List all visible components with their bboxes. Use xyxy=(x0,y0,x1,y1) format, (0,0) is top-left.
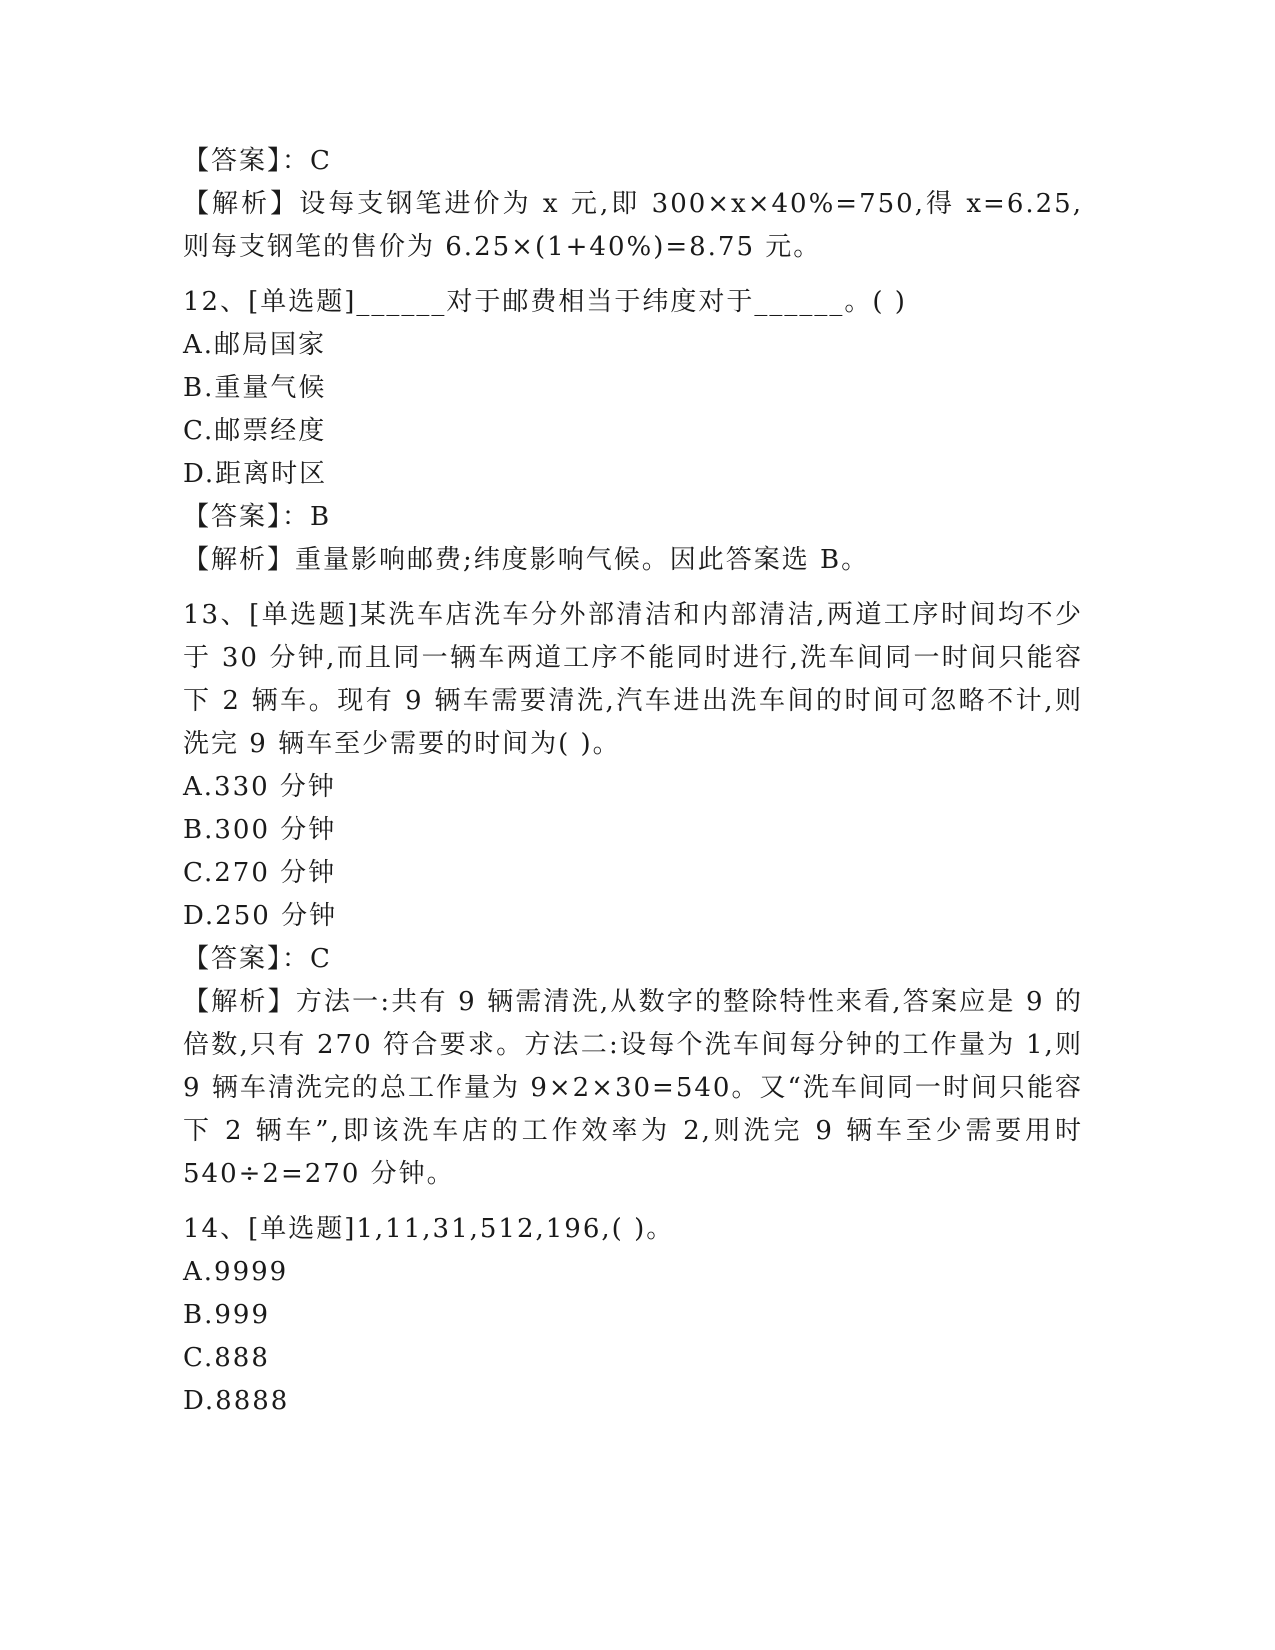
option-a: A.邮局国家 xyxy=(183,330,327,360)
answer-line: 【答案】：B xyxy=(183,502,332,532)
option-d: D.250 分钟 xyxy=(183,901,338,931)
option-d: D.距离时区 xyxy=(183,459,328,489)
question-stem: 14、[单选题]1,11,31,512,196,( )。 xyxy=(183,1214,675,1244)
analysis-paragraph: 【解析】方法一:共有 9 辆需清洗,从数字的整除特性来看,答案应是 9 的倍数,只有 270 符合要求。方法二:设每个洗车间每分钟的工作量为 1,则 9 辆车清洗完的总工作量为 9×2×30=540。又“洗车间同一时间只能容下 2 辆车”,即该洗车店的工作效率为 2,则洗完 9 辆车至少需要用时 540÷2=270 分钟。 xyxy=(183,987,1083,1189)
analysis-paragraph: 【解析】设每支钢笔进价为 x 元,即 300×x×40%=750,得 x=6.25,则每支钢笔的售价为 6.25×(1+40%)=8.75 元。 xyxy=(183,189,1083,262)
option-c: C.888 xyxy=(183,1343,270,1373)
question-14 xyxy=(183,1208,1083,1423)
option-b: B.999 xyxy=(183,1300,270,1330)
option-c: C.270 分钟 xyxy=(183,858,337,888)
option-b: B.300 分钟 xyxy=(183,815,337,845)
question-stem: 13、[单选题]某洗车店洗车分外部清洁和内部清洁,两道工序时间均不少于 30 分钟,而且同一辆车两道工序不能同时进行,洗车间同一时间只能容下 2 辆车。现有 9 辆车需要清洗,汽车进出洗车间的时间可忽略不计,则洗完 9 辆车至少需要的时间为( )。 xyxy=(183,600,1083,759)
option-d: D.8888 xyxy=(183,1386,290,1416)
prev-question-block xyxy=(183,140,1083,269)
question-12 xyxy=(183,281,1083,582)
option-c: C.邮票经度 xyxy=(183,416,327,446)
answer-line: 【答案】：C xyxy=(183,146,332,176)
question-13 xyxy=(183,594,1083,1196)
option-b: B.重量气候 xyxy=(183,373,327,403)
option-a: A.330 分钟 xyxy=(183,772,336,802)
question-stem: 12、[单选题]______对于邮费相当于纬度对于______。( ) xyxy=(183,287,907,317)
answer-line: 【答案】：C xyxy=(183,944,332,974)
option-a: A.9999 xyxy=(183,1257,289,1287)
document-page xyxy=(183,140,1083,1423)
analysis-paragraph: 【解析】重量影响邮费;纬度影响气候。因此答案选 B。 xyxy=(183,545,870,575)
